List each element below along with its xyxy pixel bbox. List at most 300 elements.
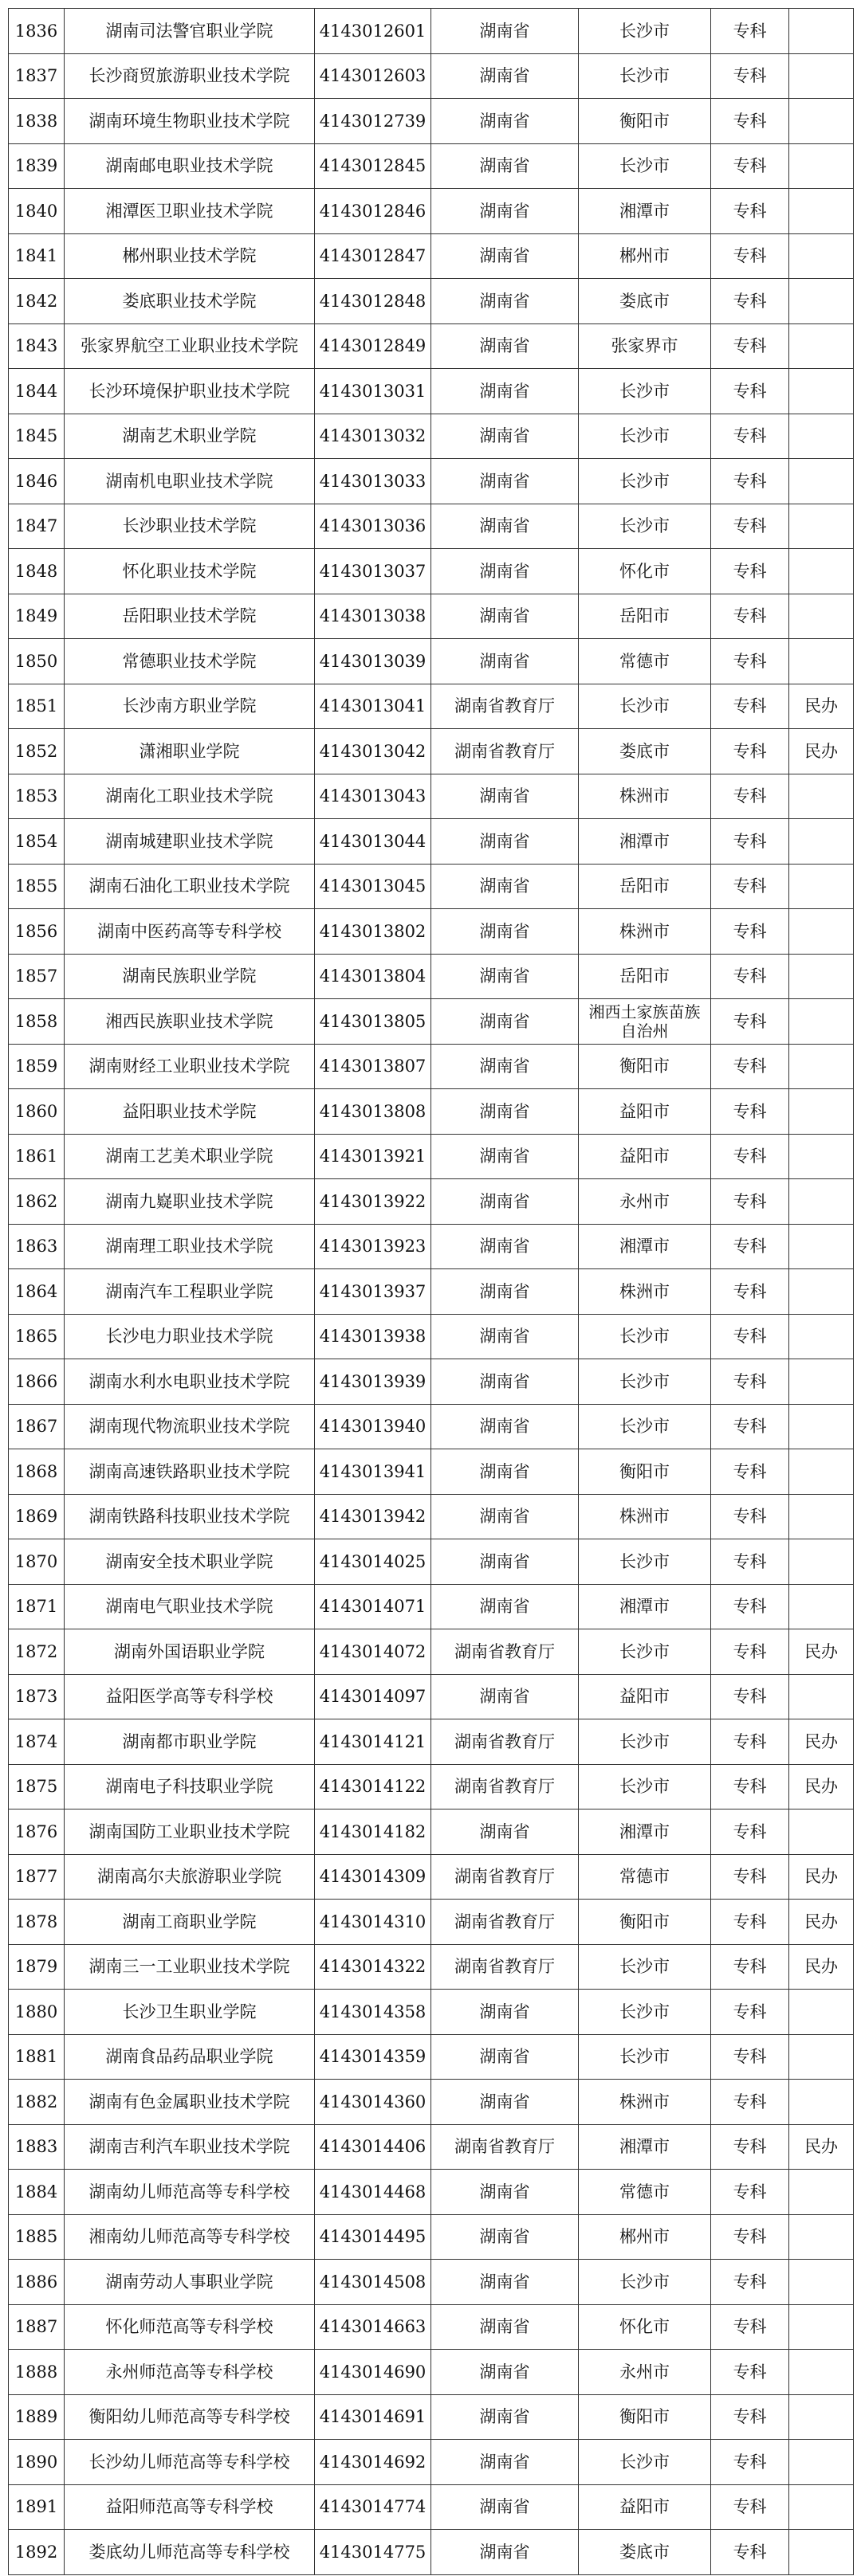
- institution-name: 湘西民族职业技术学院: [65, 999, 315, 1045]
- institution-name: 湖南高尔夫旅游职业学院: [65, 1854, 315, 1900]
- city: 益阳市: [579, 1674, 711, 1719]
- row-number: 1882: [9, 2080, 65, 2125]
- institution-name: 湖南国防工业职业技术学院: [65, 1809, 315, 1855]
- row-number: 1887: [9, 2304, 65, 2350]
- education-level: 专科: [711, 9, 789, 54]
- row-number: 1873: [9, 1674, 65, 1719]
- education-level: 专科: [711, 99, 789, 144]
- city: 长沙市: [579, 1314, 711, 1359]
- table-row: [9, 369, 854, 414]
- supervising-department: 湖南省: [431, 1179, 579, 1225]
- table-row: [9, 2440, 854, 2485]
- supervising-department: 湖南省: [431, 369, 579, 414]
- education-level: 专科: [711, 1449, 789, 1495]
- row-number: 1868: [9, 1449, 65, 1495]
- remark: [789, 2440, 854, 2485]
- supervising-department: 湖南省: [431, 864, 579, 909]
- supervising-department: 湖南省: [431, 53, 579, 99]
- supervising-department: 湖南省: [431, 1809, 579, 1855]
- institution-name: 长沙卫生职业学院: [65, 1990, 315, 2035]
- row-number: 1874: [9, 1719, 65, 1765]
- institution-code: 4143014358: [315, 1990, 431, 2035]
- city: 娄底市: [579, 2530, 711, 2575]
- institution-code: 4143012849: [315, 323, 431, 369]
- city: 湘潭市: [579, 189, 711, 234]
- education-level: 专科: [711, 53, 789, 99]
- city: 娄底市: [579, 729, 711, 774]
- institution-code: 4143013923: [315, 1224, 431, 1269]
- city: 长沙市: [579, 1719, 711, 1765]
- institution-name: 娄底幼儿师范高等专科学校: [65, 2530, 315, 2575]
- table-row: [9, 819, 854, 865]
- supervising-department: 湖南省: [431, 1584, 579, 1629]
- institution-code: 4143013922: [315, 1179, 431, 1225]
- institution-name: 永州师范高等专科学校: [65, 2350, 315, 2395]
- institution-name: 岳阳职业技术学院: [65, 594, 315, 639]
- remark: 民办: [789, 1944, 854, 1990]
- supervising-department: 湖南省: [431, 2484, 579, 2530]
- institution-name: 湖南现代物流职业技术学院: [65, 1404, 315, 1449]
- city: 湘潭市: [579, 819, 711, 865]
- institution-code: 4143014508: [315, 2260, 431, 2305]
- row-number: 1889: [9, 2394, 65, 2440]
- remark: 民办: [789, 729, 854, 774]
- city: 长沙市: [579, 1539, 711, 1585]
- institution-code: 4143013041: [315, 684, 431, 729]
- remark: [789, 774, 854, 819]
- remark: [789, 1674, 854, 1719]
- supervising-department: 湖南省: [431, 2034, 579, 2080]
- table-row: [9, 1629, 854, 1675]
- institution-code: 4143012847: [315, 233, 431, 279]
- remark: [789, 639, 854, 684]
- institution-code: 4143014775: [315, 2530, 431, 2575]
- institution-name: 湖南工商职业学院: [65, 1900, 315, 1945]
- remark: 民办: [789, 1854, 854, 1900]
- education-level: 专科: [711, 2034, 789, 2080]
- city: 株洲市: [579, 909, 711, 955]
- city: 益阳市: [579, 1134, 711, 1179]
- education-level: 专科: [711, 1224, 789, 1269]
- institution-code: 4143013808: [315, 1089, 431, 1135]
- institution-name: 湖南财经工业职业技术学院: [65, 1044, 315, 1089]
- institution-name: 湘潭医卫职业技术学院: [65, 189, 315, 234]
- education-level: 专科: [711, 2124, 789, 2170]
- institution-code: 4143012601: [315, 9, 431, 54]
- row-number: 1891: [9, 2484, 65, 2530]
- remark: [789, 1314, 854, 1359]
- remark: 民办: [789, 1764, 854, 1809]
- supervising-department: 湖南省: [431, 1990, 579, 2035]
- table-row: [9, 1179, 854, 1225]
- row-number: 1888: [9, 2350, 65, 2395]
- city: 怀化市: [579, 549, 711, 594]
- supervising-department: 湖南省: [431, 414, 579, 459]
- city: 怀化市: [579, 2304, 711, 2350]
- table-row: [9, 1539, 854, 1585]
- row-number: 1875: [9, 1764, 65, 1809]
- supervising-department: 湖南省教育厅: [431, 1719, 579, 1765]
- education-level: 专科: [711, 2394, 789, 2440]
- remark: [789, 1449, 854, 1495]
- supervising-department: 湖南省教育厅: [431, 1944, 579, 1990]
- institution-code: 4143014071: [315, 1584, 431, 1629]
- education-level: 专科: [711, 1584, 789, 1629]
- education-level: 专科: [711, 2214, 789, 2260]
- table-row: [9, 99, 854, 144]
- institution-name: 湖南三一工业职业技术学院: [65, 1944, 315, 1990]
- supervising-department: 湖南省: [431, 819, 579, 865]
- table-row: [9, 279, 854, 324]
- education-level: 专科: [711, 909, 789, 955]
- institution-name: 湖南环境生物职业技术学院: [65, 99, 315, 144]
- institution-code: 4143012846: [315, 189, 431, 234]
- supervising-department: 湖南省教育厅: [431, 2124, 579, 2170]
- institution-name: 湖南民族职业学院: [65, 954, 315, 999]
- institution-code: 4143014122: [315, 1764, 431, 1809]
- education-level: 专科: [711, 414, 789, 459]
- supervising-department: 湖南省: [431, 774, 579, 819]
- remark: 民办: [789, 2124, 854, 2170]
- institution-code: 4143013043: [315, 774, 431, 819]
- supervising-department: 湖南省: [431, 1269, 579, 1315]
- row-number: 1877: [9, 1854, 65, 1900]
- education-level: 专科: [711, 2304, 789, 2350]
- institution-name: 湖南有色金属职业技术学院: [65, 2080, 315, 2125]
- education-level: 专科: [711, 2530, 789, 2575]
- table-row: [9, 1809, 854, 1855]
- table-row: [9, 1719, 854, 1765]
- city: 长沙市: [579, 1404, 711, 1449]
- remark: [789, 504, 854, 549]
- education-level: 专科: [711, 2350, 789, 2395]
- education-level: 专科: [711, 2484, 789, 2530]
- institution-code: 4143014310: [315, 1900, 431, 1945]
- remark: [789, 999, 854, 1045]
- institution-code: 4143013044: [315, 819, 431, 865]
- institution-name: 娄底职业技术学院: [65, 279, 315, 324]
- row-number: 1867: [9, 1404, 65, 1449]
- supervising-department: 湖南省: [431, 2530, 579, 2575]
- table-row: [9, 1900, 854, 1945]
- remark: [789, 1404, 854, 1449]
- institution-code: 4143013045: [315, 864, 431, 909]
- education-level: 专科: [711, 1269, 789, 1315]
- city: 郴州市: [579, 2214, 711, 2260]
- institution-code: 4143014322: [315, 1944, 431, 1990]
- institution-name: 湖南劳动人事职业学院: [65, 2260, 315, 2305]
- city: 衡阳市: [579, 2394, 711, 2440]
- institution-code: 4143014309: [315, 1854, 431, 1900]
- row-number: 1879: [9, 1944, 65, 1990]
- institution-name: 湖南石油化工职业技术学院: [65, 864, 315, 909]
- institution-name: 湖南电气职业技术学院: [65, 1584, 315, 1629]
- supervising-department: 湖南省: [431, 909, 579, 955]
- institution-name: 长沙职业技术学院: [65, 504, 315, 549]
- remark: [789, 1044, 854, 1089]
- education-level: 专科: [711, 684, 789, 729]
- education-level: 专科: [711, 954, 789, 999]
- education-level: 专科: [711, 819, 789, 865]
- table-row: [9, 2124, 854, 2170]
- institution-name: 郴州职业技术学院: [65, 233, 315, 279]
- institution-code: 4143012845: [315, 143, 431, 189]
- row-number: 1855: [9, 864, 65, 909]
- row-number: 1853: [9, 774, 65, 819]
- city: 衡阳市: [579, 1900, 711, 1945]
- institution-name: 长沙电力职业技术学院: [65, 1314, 315, 1359]
- table-row: [9, 2484, 854, 2530]
- supervising-department: 湖南省教育厅: [431, 1854, 579, 1900]
- remark: [789, 1494, 854, 1539]
- row-number: 1863: [9, 1224, 65, 1269]
- row-number: 1860: [9, 1089, 65, 1135]
- institution-name: 怀化师范高等专科学校: [65, 2304, 315, 2350]
- education-level: 专科: [711, 639, 789, 684]
- table-row: [9, 1359, 854, 1405]
- institution-code: 4143013038: [315, 594, 431, 639]
- city: 衡阳市: [579, 1449, 711, 1495]
- table-row: [9, 1764, 854, 1809]
- table-row: [9, 639, 854, 684]
- education-level: 专科: [711, 504, 789, 549]
- table-row: [9, 594, 854, 639]
- row-number: 1851: [9, 684, 65, 729]
- city: 衡阳市: [579, 99, 711, 144]
- supervising-department: 湖南省: [431, 594, 579, 639]
- row-number: 1883: [9, 2124, 65, 2170]
- city: 岳阳市: [579, 954, 711, 999]
- city: 长沙市: [579, 143, 711, 189]
- supervising-department: 湖南省教育厅: [431, 1764, 579, 1809]
- remark: [789, 2350, 854, 2395]
- education-level: 专科: [711, 1719, 789, 1765]
- row-number: 1841: [9, 233, 65, 279]
- row-number: 1864: [9, 1269, 65, 1315]
- supervising-department: 湖南省: [431, 1314, 579, 1359]
- row-number: 1858: [9, 999, 65, 1045]
- row-number: 1838: [9, 99, 65, 144]
- education-level: 专科: [711, 279, 789, 324]
- institution-code: 4143013036: [315, 504, 431, 549]
- supervising-department: 湖南省: [431, 2394, 579, 2440]
- row-number: 1844: [9, 369, 65, 414]
- remark: [789, 2214, 854, 2260]
- remark: [789, 549, 854, 594]
- supervising-department: 湖南省: [431, 1449, 579, 1495]
- city: 长沙市: [579, 459, 711, 504]
- supervising-department: 湖南省: [431, 2440, 579, 2485]
- city: 常德市: [579, 1854, 711, 1900]
- table-row: [9, 1584, 854, 1629]
- education-level: 专科: [711, 189, 789, 234]
- city: 株洲市: [579, 774, 711, 819]
- city: 郴州市: [579, 233, 711, 279]
- row-number: 1865: [9, 1314, 65, 1359]
- supervising-department: 湖南省教育厅: [431, 1629, 579, 1675]
- institution-code: 4143014182: [315, 1809, 431, 1855]
- institution-name: 湖南高速铁路职业技术学院: [65, 1449, 315, 1495]
- education-level: 专科: [711, 1179, 789, 1225]
- institution-code: 4143014121: [315, 1719, 431, 1765]
- table-row: [9, 1944, 854, 1990]
- education-level: 专科: [711, 729, 789, 774]
- remark: [789, 864, 854, 909]
- institution-code: 4143013938: [315, 1314, 431, 1359]
- table-row: [9, 2170, 854, 2215]
- education-level: 专科: [711, 999, 789, 1045]
- table-row: [9, 999, 854, 1045]
- education-level: 专科: [711, 323, 789, 369]
- table-row: [9, 9, 854, 54]
- supervising-department: 湖南省: [431, 1224, 579, 1269]
- row-number: 1862: [9, 1179, 65, 1225]
- education-level: 专科: [711, 1404, 789, 1449]
- city: 衡阳市: [579, 1044, 711, 1089]
- institution-code: 4143014690: [315, 2350, 431, 2395]
- institution-code: 4143013939: [315, 1359, 431, 1405]
- supervising-department: 湖南省教育厅: [431, 729, 579, 774]
- institution-name: 湖南外国语职业学院: [65, 1629, 315, 1675]
- table-row: [9, 2530, 854, 2575]
- education-level: 专科: [711, 2170, 789, 2215]
- remark: 民办: [789, 1900, 854, 1945]
- remark: [789, 1089, 854, 1135]
- institution-name: 湖南安全技术职业学院: [65, 1539, 315, 1585]
- row-number: 1845: [9, 414, 65, 459]
- supervising-department: 湖南省: [431, 1089, 579, 1135]
- city: 长沙市: [579, 504, 711, 549]
- institution-code: 4143013031: [315, 369, 431, 414]
- institution-name: 湖南中医药高等专科学校: [65, 909, 315, 955]
- city: 娄底市: [579, 279, 711, 324]
- remark: [789, 459, 854, 504]
- education-level: 专科: [711, 1314, 789, 1359]
- remark: [789, 279, 854, 324]
- institution-code: 4143014692: [315, 2440, 431, 2485]
- education-level: 专科: [711, 1089, 789, 1135]
- institution-name: 湖南铁路科技职业技术学院: [65, 1494, 315, 1539]
- table-row: [9, 2394, 854, 2440]
- remark: [789, 819, 854, 865]
- supervising-department: 湖南省: [431, 2350, 579, 2395]
- institution-code: 4143012739: [315, 99, 431, 144]
- remark: 民办: [789, 1719, 854, 1765]
- row-number: 1840: [9, 189, 65, 234]
- table-row: [9, 53, 854, 99]
- institution-name: 湖南九嶷职业技术学院: [65, 1179, 315, 1225]
- remark: [789, 1269, 854, 1315]
- supervising-department: 湖南省: [431, 2260, 579, 2305]
- institution-code: 4143014359: [315, 2034, 431, 2080]
- row-number: 1884: [9, 2170, 65, 2215]
- table-row: [9, 549, 854, 594]
- institution-name: 常德职业技术学院: [65, 639, 315, 684]
- row-number: 1886: [9, 2260, 65, 2305]
- table-row: [9, 233, 854, 279]
- institution-code: 4143013032: [315, 414, 431, 459]
- remark: [789, 1539, 854, 1585]
- table-row: [9, 1404, 854, 1449]
- institution-code: 4143013940: [315, 1404, 431, 1449]
- city: 长沙市: [579, 1764, 711, 1809]
- remark: [789, 1809, 854, 1855]
- table-row: [9, 189, 854, 234]
- institution-code: 4143013804: [315, 954, 431, 999]
- row-number: 1846: [9, 459, 65, 504]
- table-row: [9, 2260, 854, 2305]
- table-row: [9, 1269, 854, 1315]
- institution-code: 4143014468: [315, 2170, 431, 2215]
- institution-code: 4143013033: [315, 459, 431, 504]
- row-number: 1861: [9, 1134, 65, 1179]
- supervising-department: 湖南省: [431, 1494, 579, 1539]
- supervising-department: 湖南省: [431, 639, 579, 684]
- institution-code: 4143013941: [315, 1449, 431, 1495]
- table-row: [9, 684, 854, 729]
- supervising-department: 湖南省: [431, 549, 579, 594]
- table-row: [9, 2214, 854, 2260]
- table-row: [9, 414, 854, 459]
- education-level: 专科: [711, 1134, 789, 1179]
- institution-table: [8, 8, 854, 2575]
- institution-code: 4143014495: [315, 2214, 431, 2260]
- row-number: 1859: [9, 1044, 65, 1089]
- institution-name: 湖南吉利汽车职业技术学院: [65, 2124, 315, 2170]
- city: 长沙市: [579, 9, 711, 54]
- table-row: [9, 504, 854, 549]
- remark: [789, 2260, 854, 2305]
- institution-name: 长沙幼儿师范高等专科学校: [65, 2440, 315, 2485]
- remark: [789, 1990, 854, 2035]
- remark: [789, 2080, 854, 2125]
- row-number: 1856: [9, 909, 65, 955]
- table-row: [9, 909, 854, 955]
- supervising-department: 湖南省: [431, 1674, 579, 1719]
- institution-name: 长沙南方职业学院: [65, 684, 315, 729]
- table-row: [9, 1990, 854, 2035]
- education-level: 专科: [711, 1764, 789, 1809]
- institution-code: 4143013805: [315, 999, 431, 1045]
- row-number: 1854: [9, 819, 65, 865]
- supervising-department: 湖南省: [431, 189, 579, 234]
- city: 永州市: [579, 1179, 711, 1225]
- institution-code: 4143014774: [315, 2484, 431, 2530]
- institution-name: 湖南城建职业技术学院: [65, 819, 315, 865]
- education-level: 专科: [711, 774, 789, 819]
- table-row: [9, 774, 854, 819]
- institution-name: 湖南电子科技职业学院: [65, 1764, 315, 1809]
- row-number: 1890: [9, 2440, 65, 2485]
- table-row: [9, 1494, 854, 1539]
- row-number: 1866: [9, 1359, 65, 1405]
- education-level: 专科: [711, 1944, 789, 1990]
- row-number: 1852: [9, 729, 65, 774]
- institution-name: 怀化职业技术学院: [65, 549, 315, 594]
- supervising-department: 湖南省: [431, 2080, 579, 2125]
- remark: [789, 1584, 854, 1629]
- education-level: 专科: [711, 1044, 789, 1089]
- institution-name: 湖南化工职业技术学院: [65, 774, 315, 819]
- institution-name: 湖南食品药品职业学院: [65, 2034, 315, 2080]
- remark: [789, 954, 854, 999]
- table-row: [9, 1134, 854, 1179]
- supervising-department: 湖南省: [431, 2214, 579, 2260]
- row-number: 1847: [9, 504, 65, 549]
- education-level: 专科: [711, 1854, 789, 1900]
- supervising-department: 湖南省: [431, 504, 579, 549]
- city: 长沙市: [579, 53, 711, 99]
